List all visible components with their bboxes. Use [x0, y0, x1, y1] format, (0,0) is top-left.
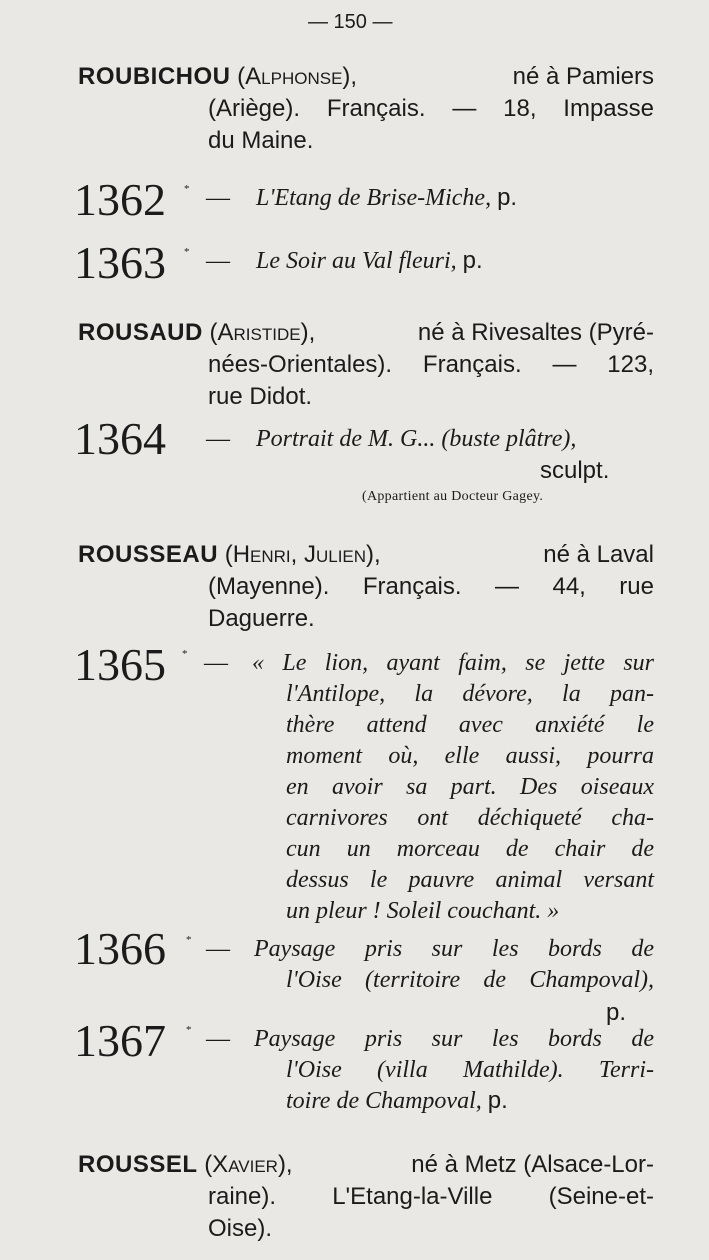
artist-forename: (Henri, Julien), [224, 541, 381, 568]
work-title: toire de Champoval, [286, 1088, 482, 1114]
artist-forename: (Xavier), [204, 1151, 293, 1178]
work-title: Le Soir au Val fleuri, [256, 248, 457, 274]
catalogue-number: 1367 [74, 1015, 166, 1066]
work-title-line [256, 246, 483, 276]
em-dash: — [206, 248, 230, 274]
artist-address-line: Oise). [208, 1215, 273, 1242]
artist-address-line: (Mayenne). Français. — 44, rue [208, 573, 654, 600]
work-medium: sculpt. [540, 457, 610, 484]
artist-forename: (Alphonse), [237, 63, 358, 90]
description-line: l'Antilope, la dévore, la pan- [286, 681, 654, 707]
star-mark: * [184, 183, 190, 195]
em-dash: — [206, 936, 230, 962]
work-medium: p. [487, 1087, 508, 1114]
description-line: moment où, elle aussi, pourra [286, 743, 654, 769]
artist-heading-line [78, 318, 654, 348]
artist-birthplace: né à Metz (Alsace-Lor- [411, 1151, 654, 1178]
artist-forename: (Aristide), [209, 319, 316, 346]
work-title-line: l'Oise (villa Mathilde). Terri- [286, 1057, 654, 1083]
em-dash: — [206, 185, 230, 211]
work-title-line [286, 1086, 508, 1116]
catalogue-number: 1364 [74, 413, 166, 464]
artist-name: ROUSSEAU [78, 541, 219, 568]
artist-name: ROUBICHOU [78, 63, 231, 90]
em-dash: — [206, 1026, 230, 1052]
star-mark: * [184, 246, 190, 258]
em-dash: — [206, 426, 230, 452]
star-mark: * [186, 934, 192, 946]
description-line: « Le lion, ayant faim, se jette sur [252, 650, 654, 676]
work-title-line: l'Oise (territoire de Champoval), [286, 967, 654, 993]
work-title-line: Paysage pris sur les bords de [254, 1026, 654, 1052]
work-medium: p. [606, 999, 627, 1026]
artist-heading-line [78, 540, 654, 570]
work-title-line: Paysage pris sur les bords de [254, 936, 654, 962]
work-title: Portrait de M. G... (buste plâtre), [256, 426, 577, 452]
page-number: — 150 — [308, 11, 393, 33]
description-line: thère attend avec anxiété le [286, 712, 654, 738]
artist-address-line: nées-Orientales). Français. — 123, [208, 351, 654, 378]
artist-name: ROUSSEL [78, 1151, 198, 1178]
catalogue-number: 1362 [74, 174, 166, 225]
catalogue-number: 1363 [74, 237, 166, 288]
artist-address-line: Daguerre. [208, 605, 315, 632]
artist-birthplace: né à Pamiers [512, 63, 654, 90]
description-line: dessus le pauvre animal versant [286, 867, 654, 893]
artist-heading-line [78, 62, 654, 92]
work-medium: p. [497, 184, 518, 211]
em-dash: — [204, 650, 228, 676]
description-line: cun un morceau de chair de [286, 836, 654, 862]
star-mark: * [182, 648, 188, 660]
artist-birthplace: né à Laval [543, 541, 654, 568]
work-title-line [256, 183, 517, 213]
work-medium: p. [462, 247, 483, 274]
artist-address-line: raine). L'Etang-la-Ville (Seine-et- [208, 1183, 654, 1210]
ownership-note: (Appartient au Docteur Gagey. [362, 489, 544, 504]
artist-address-line: du Maine. [208, 127, 314, 154]
description-line: carnivores ont déchiqueté cha- [286, 805, 654, 831]
catalogue-number: 1365 [74, 639, 166, 690]
artist-name: ROUSAUD [78, 319, 203, 346]
artist-address-line: (Ariège). Français. — 18, Impasse [208, 95, 654, 122]
description-line: un pleur ! Soleil couchant. » [286, 898, 560, 924]
artist-address-line: rue Didot. [208, 383, 313, 410]
artist-birthplace: né à Rivesaltes (Pyré- [417, 319, 654, 346]
star-mark: * [186, 1024, 192, 1036]
work-title: L'Etang de Brise-Miche, [256, 185, 492, 211]
description-line: en avoir sa part. Des oiseaux [286, 774, 654, 800]
artist-heading-line [78, 1150, 654, 1180]
catalogue-number: 1366 [74, 923, 166, 974]
